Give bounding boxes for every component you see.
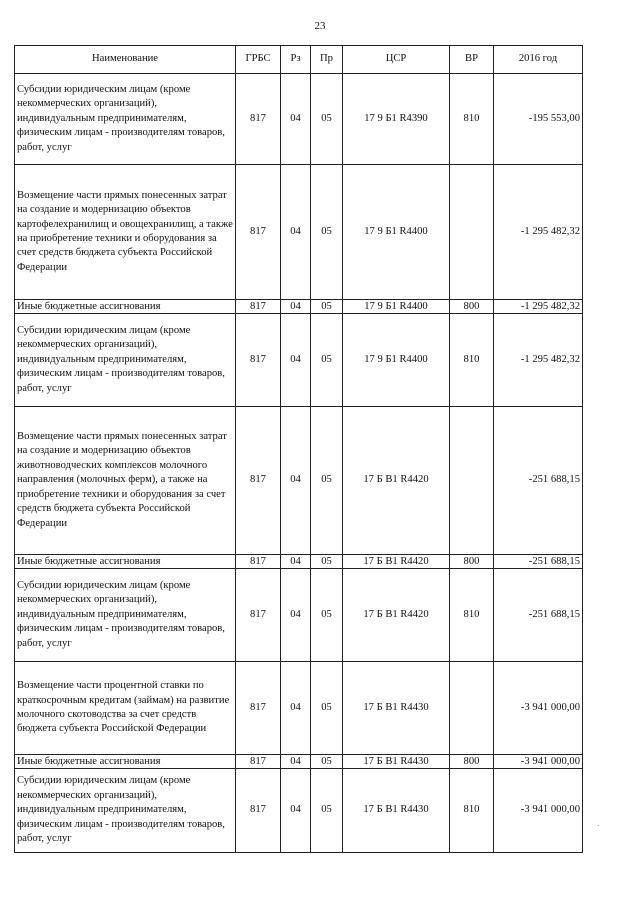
- row-rz: 04: [281, 755, 311, 769]
- row-pr: 05: [311, 769, 343, 853]
- row-pr: 05: [311, 165, 343, 300]
- row-name: Возмещение части процентной ставки по краткосрочным кредитам (займам) на развитие молочного скотоводства за счет средств бюджета субъекта Российской Федерации: [15, 662, 236, 755]
- row-pr: 05: [311, 314, 343, 407]
- row-amount: -1 295 482,32: [494, 314, 583, 407]
- row-name: Иные бюджетные ассигнования: [15, 555, 236, 569]
- table-row: [15, 407, 583, 555]
- row-name: Возмещение части прямых понесенных затрат на создание и модернизацию объектов животноводческих комплексов молочного направления (молочных ферм), а также на приобретение техники и оборудования за счет средств бюджета субъекта Российской Федерации: [15, 407, 236, 555]
- row-rz: 04: [281, 300, 311, 314]
- row-vr: 800: [450, 755, 494, 769]
- row-rz: 04: [281, 662, 311, 755]
- row-grbs: 817: [236, 555, 281, 569]
- row-csr: 17 Б В1 R4430: [343, 662, 450, 755]
- row-amount: -3 941 000,00: [494, 662, 583, 755]
- header-grbs: ГРБС: [236, 46, 281, 74]
- row-grbs: 817: [236, 314, 281, 407]
- row-pr: 05: [311, 407, 343, 555]
- row-vr: 810: [450, 74, 494, 165]
- row-name: Иные бюджетные ассигнования: [15, 300, 236, 314]
- row-csr: 17 9 Б1 R4400: [343, 300, 450, 314]
- row-name: Субсидии юридическим лицам (кроме некоммерческих организаций), индивидуальным предпринимателям, физическим лицам - производителям товаров, работ, услуг: [15, 769, 236, 853]
- row-rz: 04: [281, 569, 311, 662]
- row-rz: 04: [281, 555, 311, 569]
- row-rz: 04: [281, 314, 311, 407]
- row-pr: 05: [311, 569, 343, 662]
- row-vr: 810: [450, 769, 494, 853]
- row-amount: -195 553,00: [494, 74, 583, 165]
- table-row: [15, 165, 583, 300]
- table-header-row: [15, 46, 583, 74]
- budget-table: [14, 45, 583, 853]
- row-amount: -251 688,15: [494, 555, 583, 569]
- row-grbs: 817: [236, 755, 281, 769]
- header-rz: Рз: [281, 46, 311, 74]
- row-vr: 800: [450, 300, 494, 314]
- row-grbs: 817: [236, 662, 281, 755]
- header-vr: ВР: [450, 46, 494, 74]
- row-csr: 17 9 Б1 R4400: [343, 314, 450, 407]
- row-name: Иные бюджетные ассигнования: [15, 755, 236, 769]
- row-vr: 800: [450, 555, 494, 569]
- row-grbs: 817: [236, 769, 281, 853]
- row-name: Возмещение части прямых понесенных затрат на создание и модернизацию объектов картофелехранилищ и овощехранилищ, а также на приобретение техники и оборудования за счет средств бюджета субъекта Российской Федерации: [15, 165, 236, 300]
- row-vr: 810: [450, 569, 494, 662]
- row-name: Субсидии юридическим лицам (кроме некоммерческих организаций), индивидуальным предпринимателям, физическим лицам - производителям товаров, работ, услуг: [15, 569, 236, 662]
- row-pr: 05: [311, 662, 343, 755]
- margin-dot: .: [597, 818, 600, 828]
- row-grbs: 817: [236, 407, 281, 555]
- table-row: [15, 769, 583, 853]
- row-name: Субсидии юридическим лицам (кроме некоммерческих организаций), индивидуальным предпринимателям, физическим лицам - производителям товаров, работ, услуг: [15, 314, 236, 407]
- row-vr: [450, 165, 494, 300]
- table-row: [15, 300, 583, 314]
- row-csr: 17 Б В1 R4430: [343, 755, 450, 769]
- row-grbs: 817: [236, 300, 281, 314]
- row-grbs: 817: [236, 569, 281, 662]
- row-csr: 17 Б В1 R4420: [343, 407, 450, 555]
- table-row: [15, 314, 583, 407]
- row-grbs: 817: [236, 74, 281, 165]
- row-csr: 17 9 Б1 R4400: [343, 165, 450, 300]
- row-vr: 810: [450, 314, 494, 407]
- row-rz: 04: [281, 769, 311, 853]
- table-row: [15, 555, 583, 569]
- table-row: [15, 569, 583, 662]
- row-pr: 05: [311, 755, 343, 769]
- row-vr: [450, 407, 494, 555]
- row-amount: -1 295 482,32: [494, 165, 583, 300]
- row-rz: 04: [281, 74, 311, 165]
- row-rz: 04: [281, 407, 311, 555]
- row-csr: 17 Б В1 R4420: [343, 555, 450, 569]
- header-name: Наименование: [15, 46, 236, 74]
- row-pr: 05: [311, 555, 343, 569]
- row-pr: 05: [311, 300, 343, 314]
- row-rz: 04: [281, 165, 311, 300]
- row-amount: -3 941 000,00: [494, 755, 583, 769]
- row-csr: 17 9 Б1 R4390: [343, 74, 450, 165]
- header-pr: Пр: [311, 46, 343, 74]
- row-name: Субсидии юридическим лицам (кроме некоммерческих организаций), индивидуальным предпринимателям, физическим лицам - производителям товаров, работ, услуг: [15, 74, 236, 165]
- page-number: 23: [314, 20, 326, 32]
- row-amount: -1 295 482,32: [494, 300, 583, 314]
- row-vr: [450, 662, 494, 755]
- header-year: 2016 год: [494, 46, 583, 74]
- row-amount: -3 941 000,00: [494, 769, 583, 853]
- row-csr: 17 Б В1 R4430: [343, 769, 450, 853]
- row-pr: 05: [311, 74, 343, 165]
- table-row: [15, 74, 583, 165]
- row-amount: -251 688,15: [494, 407, 583, 555]
- row-grbs: 817: [236, 165, 281, 300]
- header-csr: ЦСР: [343, 46, 450, 74]
- table-row: [15, 662, 583, 755]
- table-row: [15, 755, 583, 769]
- row-csr: 17 Б В1 R4420: [343, 569, 450, 662]
- row-amount: -251 688,15: [494, 569, 583, 662]
